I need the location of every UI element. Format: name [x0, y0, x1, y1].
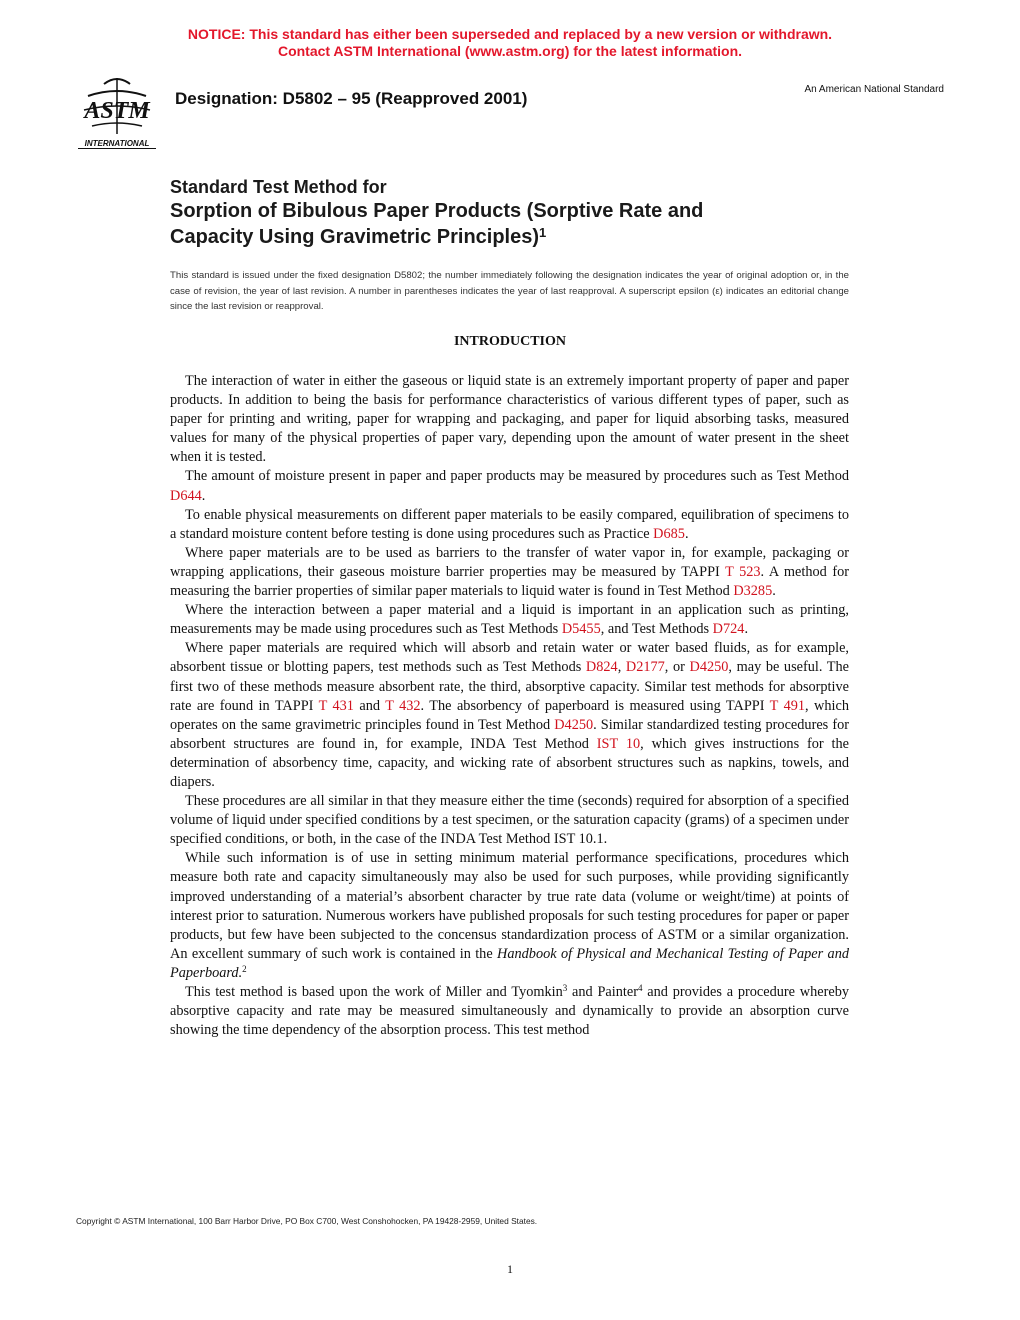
- intro-paragraph-9: [170, 983, 849, 1040]
- link-t523[interactable]: T 523: [725, 563, 761, 580]
- link-ist10[interactable]: IST 10: [596, 735, 641, 752]
- link-d644[interactable]: D644: [170, 487, 202, 504]
- notice-line-1: NOTICE: This standard has either been superseded and replaced by a new version or withdrawn.: [187, 26, 833, 42]
- text-run: .: [744, 621, 749, 638]
- text-run: To enable physical measurements on different paper materials to be easily compared, equilibration of specimens to a standard moisture content before testing is done using procedures such as Practice: [170, 506, 849, 542]
- text-run: and: [353, 697, 386, 714]
- text-run: Where paper materials are required which will absorb and retain water or water based fluids, as for example, absorbent tissue or blotting papers, test methods such as Test Methods: [170, 640, 849, 676]
- link-d4250-2[interactable]: D4250: [554, 716, 594, 733]
- title-footnote-mark: 1: [539, 225, 547, 240]
- link-d685[interactable]: D685: [653, 525, 685, 542]
- designation: Designation: D5802 – 95 (Reapproved 2001): [175, 89, 528, 108]
- link-d3285[interactable]: D3285: [733, 583, 773, 600]
- intro-paragraph-2: [170, 467, 849, 505]
- text-run: ,: [617, 659, 626, 676]
- link-d2177[interactable]: D2177: [625, 659, 665, 676]
- text-run: and provides a procedure whereby absorptive capacity and rate may be measured simultaneously and dynamically to provide an absorption curve showing the time dependency of the absorption process. This test method: [170, 984, 850, 1039]
- intro-paragraph-6: [170, 639, 849, 792]
- text-run: This test method is based upon the work of Miller and Tyomkin: [185, 984, 563, 1000]
- text-run: , or: [664, 659, 690, 676]
- astm-logo-subtext: INTERNATIONAL: [84, 139, 150, 148]
- astm-logo-text: ASTM: [84, 98, 150, 124]
- text-run: The amount of moisture present in paper and paper products may be measured by procedures such as Test Method: [185, 468, 849, 485]
- issued-note: This standard is issued under the fixed designation D5802; the number immediately following the designation indicates the year of original adoption or, in the case of revision, the year of last revision. A number in parentheses indicates the year of last reapproval. A superscript epsilon (ε) indicates an editorial change since the last revision or reapproval.: [170, 270, 849, 312]
- introduction-heading: INTRODUCTION: [453, 334, 566, 349]
- text-run: .: [772, 583, 776, 600]
- intro-paragraph-7: These procedures are all similar in that they measure either the time (seconds) required for absorption of a specified volume of liquid under specified conditions by a test specimen, or the saturation capacity (grams) of a specimen under specified conditions, or both, in the case of the INDA Test Method IST 10.1.: [170, 793, 849, 848]
- link-d824[interactable]: D824: [585, 659, 618, 676]
- introduction-body: [170, 372, 849, 1040]
- american-national-standard: An American National Standard: [804, 84, 944, 95]
- notice-line-2: Contact ASTM International (www.astm.org) for the latest information.: [277, 43, 743, 59]
- link-t431[interactable]: T 431: [318, 697, 354, 714]
- page-number: 1: [507, 1262, 513, 1276]
- text-run: , which operates on the same gravimetric principles found in Test Method: [170, 697, 849, 733]
- link-d4250[interactable]: D4250: [689, 659, 729, 676]
- text-run: . A method for measuring the barrier properties of similar paper materials to liquid water is found in Test Method: [170, 563, 850, 600]
- title-line-2: Sorption of Bibulous Paper Products (Sorptive Rate and: [170, 200, 704, 222]
- intro-paragraph-3: [170, 506, 849, 544]
- text-run: .: [684, 525, 689, 542]
- title-line-3-text: Capacity Using Gravimetric Principles): [170, 226, 540, 248]
- text-run: While such information is of use in setting minimum material performance specifications, procedures which measure both rate and capacity simultaneously may also be used for such purposes, while providing significantly improved understanding of a material’s absorbent character by true rate data (volume or weight/time) at points of interest prior to saturation. Numerous workers have published proposals for such testing procedures for paper or paper products, but few have been subjected to the concensus standardization process of ASTM or a similar organization. An excellent summary of such work is contained in the: [170, 850, 849, 962]
- text-run: . The absorbency of paperboard is measured using TAPPI: [420, 697, 770, 714]
- footnote-3: 3: [562, 983, 568, 993]
- text-run: Where the interaction between a paper material and a liquid is important in an application such as printing, measurements may be made using procedures such as Test Methods: [170, 602, 849, 638]
- handbook-title: Handbook of Physical and Mechanical Testing of Paper and Paperboard.: [170, 945, 850, 981]
- link-t432[interactable]: T 432: [385, 697, 421, 714]
- text-run: , and Test Methods: [600, 621, 713, 638]
- astm-logo: [74, 76, 160, 150]
- text-run: . Similar standardized testing procedures for absorbent structures are found in, for example, INDA Test Method: [170, 716, 849, 752]
- link-t491[interactable]: T 491: [769, 697, 806, 714]
- intro-paragraph-8: [170, 849, 849, 983]
- link-d5455[interactable]: D5455: [561, 621, 601, 638]
- intro-paragraph-1: The interaction of water in either the gaseous or liquid state is an extremely important property of paper and paper products. In addition to being the basis for performance characteristics of various different types of paper, such as paper for printing and writing, paper for wrapping and packaging, and paper for liquid absorbing tasks, measured values for many of the physical properties of paper vary, depending upon the amount of water present in the sheet when it is tested.: [170, 373, 849, 466]
- text-run: Where paper materials are to be used as barriers to the transfer of water vapor in, for example, packaging or wrapping applications, their gaseous moisture barrier properties may be measured by TAPPI: [170, 544, 849, 580]
- footnote-2: 2: [242, 963, 247, 974]
- footnote-4: 4: [637, 983, 643, 993]
- title-line-3: [170, 224, 546, 250]
- intro-paragraph-4: [170, 544, 849, 601]
- title-line-1: Standard Test Method for: [170, 177, 387, 197]
- copyright-footer: Copyright © ASTM International, 100 Barr Harbor Drive, PO Box C700, West Conshohocken, PA 19428-2959, United States.: [76, 1216, 538, 1226]
- intro-paragraph-5: [170, 601, 849, 639]
- text-run: .: [201, 487, 206, 504]
- text-run: , may be useful. The first two of these methods measure absorbent rate, the third, absorptive capacity. Similar test methods for absorptive rate are found in TAPPI: [170, 659, 850, 714]
- text-run: and Painter: [567, 984, 638, 1000]
- text-run: , which gives instructions for the determination of absorbency time, capacity, and wicking rate of absorbent structures such as napkins, towels, and diapers.: [170, 735, 850, 790]
- link-d724[interactable]: D724: [712, 621, 745, 638]
